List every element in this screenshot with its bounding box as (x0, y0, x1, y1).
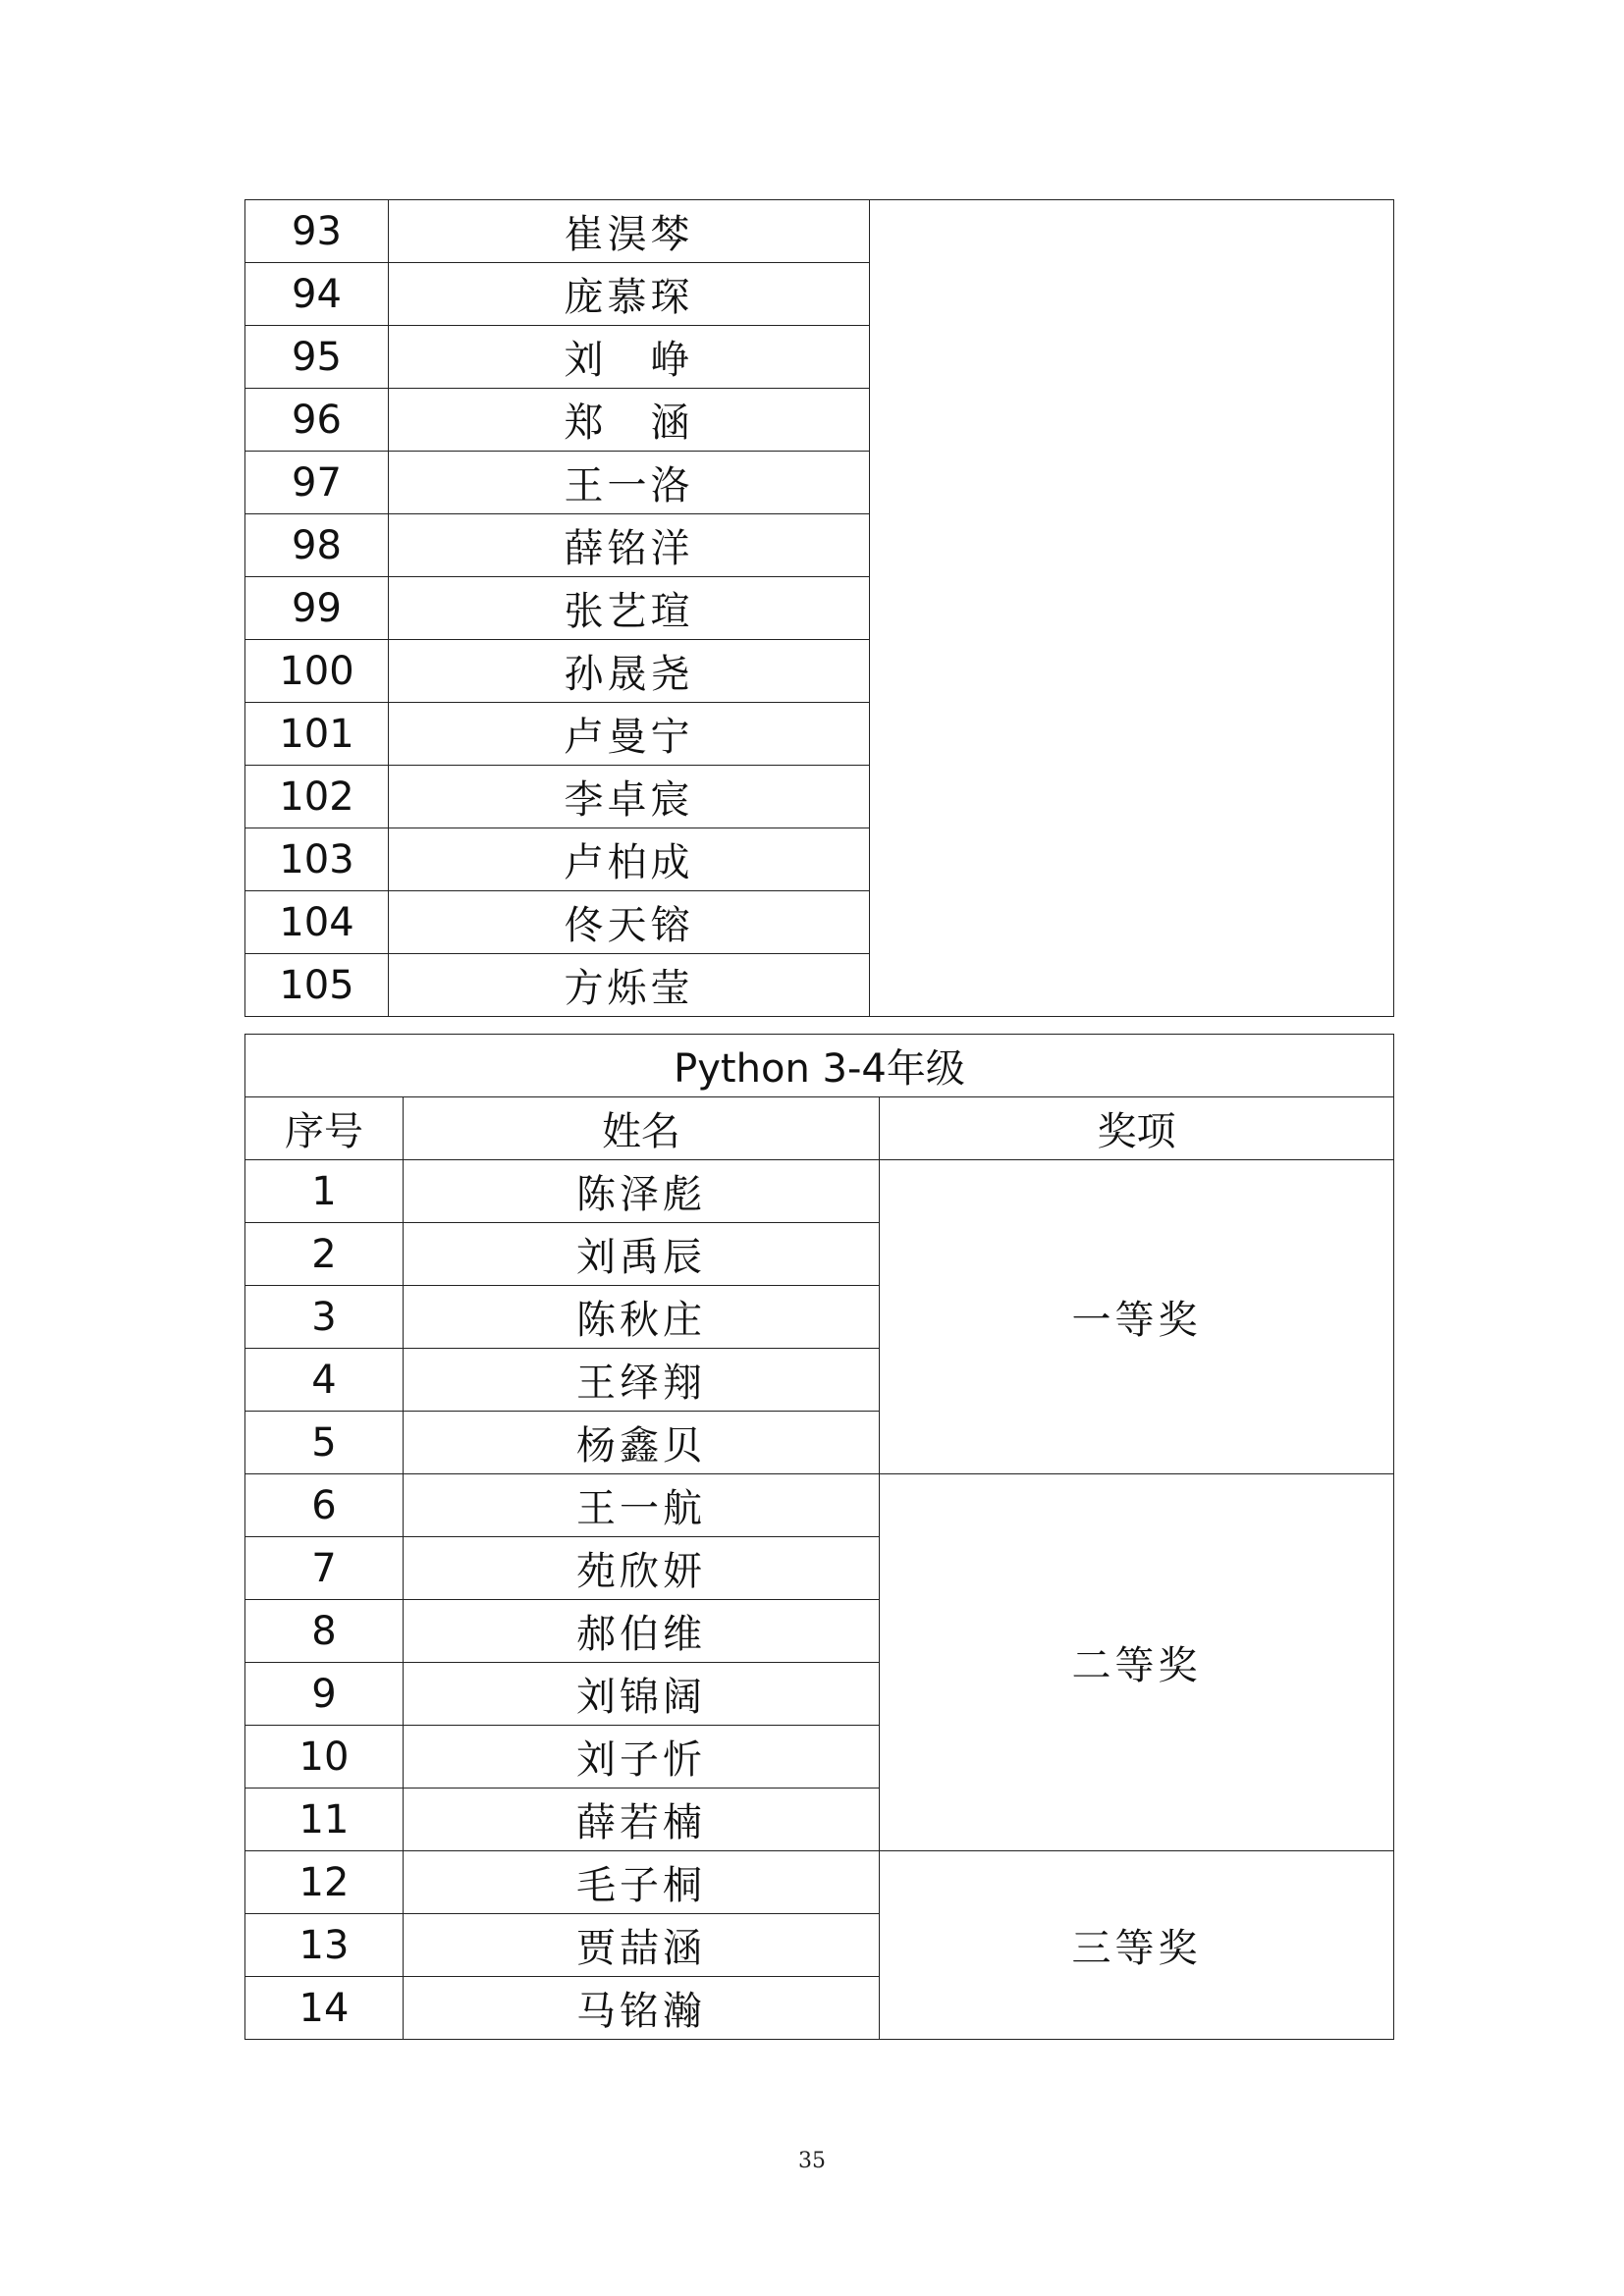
row-number: 104 (245, 891, 389, 954)
row-number: 105 (245, 954, 389, 1017)
row-number: 98 (245, 514, 389, 577)
section-title: Python 3-4年级 (245, 1035, 1394, 1097)
python-3-4-table (244, 1034, 1394, 2040)
student-name: 薛铭洋 (389, 514, 870, 577)
header-row (245, 1097, 1394, 1160)
table-row (245, 1851, 1394, 1914)
row-number: 6 (245, 1474, 404, 1537)
student-name: 刘子忻 (404, 1726, 880, 1789)
row-number: 12 (245, 1851, 404, 1914)
student-name: 陈泽彪 (404, 1160, 880, 1223)
student-name: 孙晟尧 (389, 640, 870, 703)
row-number: 14 (245, 1977, 404, 2040)
student-name: 王一航 (404, 1474, 880, 1537)
award-label: 二等奖 (880, 1474, 1394, 1851)
header-name: 姓名 (404, 1097, 880, 1160)
student-name: 李卓宸 (389, 766, 870, 828)
continuation-table-body (245, 200, 1394, 1017)
row-number: 5 (245, 1412, 404, 1474)
table-row (245, 1474, 1394, 1537)
student-name: 郝伯维 (404, 1600, 880, 1663)
row-number: 1 (245, 1160, 404, 1223)
student-name: 方烁莹 (389, 954, 870, 1017)
row-number: 97 (245, 452, 389, 514)
student-name: 王绎翔 (404, 1349, 880, 1412)
student-name: 刘锦阔 (404, 1663, 880, 1726)
row-number: 13 (245, 1914, 404, 1977)
row-number: 96 (245, 389, 389, 452)
header-no: 序号 (245, 1097, 404, 1160)
award-label: 一等奖 (880, 1160, 1394, 1474)
student-name: 张艺瑄 (389, 577, 870, 640)
row-number: 7 (245, 1537, 404, 1600)
student-name: 毛子桐 (404, 1851, 880, 1914)
python-3-4-table-body (245, 1035, 1394, 2040)
row-number: 9 (245, 1663, 404, 1726)
row-number: 94 (245, 263, 389, 326)
continuation-table (244, 199, 1394, 1017)
header-award: 奖项 (880, 1097, 1394, 1160)
student-name: 庞慕琛 (389, 263, 870, 326)
row-number: 101 (245, 703, 389, 766)
row-number: 10 (245, 1726, 404, 1789)
student-name: 郑 涵 (389, 389, 870, 452)
row-number: 102 (245, 766, 389, 828)
row-number: 4 (245, 1349, 404, 1412)
student-name: 薛若楠 (404, 1789, 880, 1851)
student-name: 苑欣妍 (404, 1537, 880, 1600)
award-label: 三等奖 (880, 1851, 1394, 2040)
student-name: 贾喆涵 (404, 1914, 880, 1977)
row-number: 100 (245, 640, 389, 703)
student-name: 杨鑫贝 (404, 1412, 880, 1474)
student-name: 崔淏棽 (389, 200, 870, 263)
table-row (245, 1160, 1394, 1223)
page-number: 35 (798, 2149, 826, 2173)
row-number: 93 (245, 200, 389, 263)
row-number: 2 (245, 1223, 404, 1286)
student-name: 刘 峥 (389, 326, 870, 389)
student-name: 刘禹辰 (404, 1223, 880, 1286)
table-row (245, 200, 1394, 263)
row-number: 99 (245, 577, 389, 640)
student-name: 陈秋庄 (404, 1286, 880, 1349)
row-number: 103 (245, 828, 389, 891)
row-number: 3 (245, 1286, 404, 1349)
student-name: 佟天镕 (389, 891, 870, 954)
student-name: 卢柏成 (389, 828, 870, 891)
award-cell (870, 200, 1394, 1017)
section-title-row (245, 1035, 1394, 1097)
row-number: 8 (245, 1600, 404, 1663)
student-name: 马铭瀚 (404, 1977, 880, 2040)
student-name: 王一洛 (389, 452, 870, 514)
row-number: 11 (245, 1789, 404, 1851)
student-name: 卢曼宁 (389, 703, 870, 766)
row-number: 95 (245, 326, 389, 389)
